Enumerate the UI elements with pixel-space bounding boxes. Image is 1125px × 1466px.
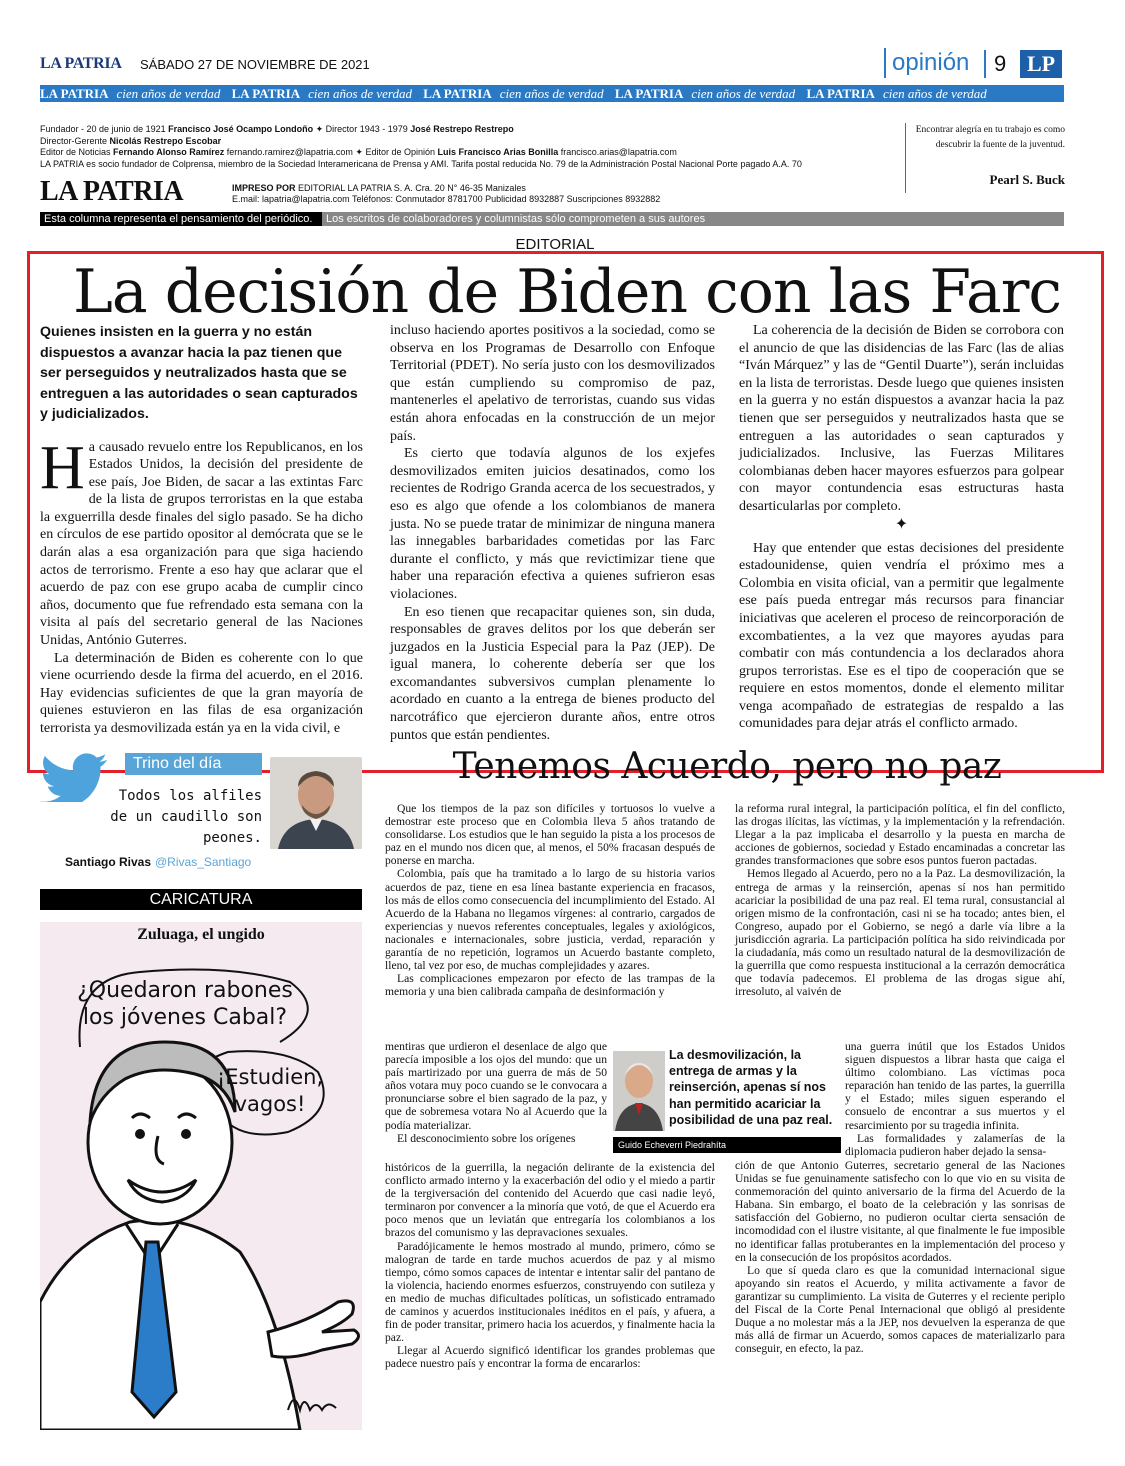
- strip-slogan: cien años de verdad: [882, 86, 987, 101]
- opinion-column-2-wrap: [845, 1040, 1065, 1158]
- editorial-lead: Quienes insisten en la guerra y no están dispuestos a avanzar hacia la paz tienen que ser perseguidos y neutralizados hasta que se entreguen a las autoridades o sean capturados y judicializados.: [40, 324, 358, 422]
- lp-logo: LP: [1020, 50, 1062, 78]
- masthead-date: SÁBADO 27 DE NOVIEMBRE DE 2021: [140, 57, 370, 72]
- person-portrait-icon: [613, 1051, 665, 1131]
- strip-slogan: cien años de verdad: [499, 86, 604, 101]
- editorial-column-2: [390, 322, 715, 744]
- opinion-column-1-bottom: [385, 1161, 715, 1371]
- speech-bubble-2: ¡Estudien, vagos!: [216, 1065, 324, 1116]
- opinion-paragraph: históricos de la guerrilla, la negación delirante de la existencia del conflicto armado interno y la exacerbación del odio y el miedo a partir de la tergiversación del contenido del Acuerdo que casi nadie leyó, terminaron por convencer a la minoría que votó, de que el Acuerdo era poco menos que un leviatán que entregaría los colombianos a los brazos del comunismo y las depravaciones sexuales.: [385, 1161, 715, 1240]
- trino-author: Santiago Rivas: [65, 855, 152, 869]
- strip-slogan: cien años de verdad: [308, 86, 412, 101]
- opinion-column-2-bottom: [735, 1159, 1065, 1355]
- speech-bubble-1: ¿Quedaron rabones los jóvenes Cabal?: [77, 978, 293, 1030]
- editorial-column-1: [40, 322, 363, 738]
- credits-line: LA PATRIA es socio fundador de Colprensa, miembro de la Sociedad Interamericana de Prensa y AMI. Tarifa postal reducida No. 79 de la Administración Postal Nacional Porte pagado A.A. 70: [40, 158, 802, 169]
- policy-note-right: Los escritos de colaboradores y columnistas sólo comprometen a sus autores: [322, 212, 1064, 226]
- columnist-name: Guido Echeverri Piedrahíta: [613, 1137, 841, 1153]
- page-number: 9: [984, 50, 1006, 78]
- strip-brand: LA PATRIA: [40, 86, 109, 101]
- director-name: José Restrepo Restrepo: [410, 124, 514, 134]
- editorial-paragraph: En eso tienen que recapacitar quienes son, sin duda, responsables de graves delitos por los que deberán ser juzgados en la Justicia Especial para la Paz (JEP). De igual manera, lo coherente debería ser que los excomandantes subversivos cumplan plenamente lo acordado en cuanto a la entrega de bienes producto del narcotráfico que ejercieron durante años, entre otros puntos que están pendientes.: [390, 604, 715, 743]
- trino-label: Trino del día: [125, 753, 262, 775]
- person-portrait-icon: [270, 757, 362, 849]
- credits-text: francisco.arias@lapatria.com: [558, 147, 677, 157]
- opinion-editor-name: Luis Francisco Arias Bonilla: [437, 147, 559, 157]
- opinion-paragraph: Las complicaciones empezaron por efecto de las trampas de la memoria y una bien calibrada campaña de desinformación y: [385, 972, 715, 999]
- opinion-paragraph: una guerra inútil que los Estados Unidos siguen dispuestos a librar hasta que caiga el último colombiano. Las víctimas poca reparación han tenido de las partes, la guerrilla y el Estado; miles siguen esperando el consuelo de encontrar a sus muertos y el resarcimiento por su tragedia infinita.: [845, 1040, 1065, 1132]
- trino-text: Todos los alfiles de un caudillo son peones.: [110, 788, 262, 846]
- quote-author: Pearl S. Buck: [989, 172, 1065, 187]
- strip-slogan: cien años de verdad: [116, 86, 221, 101]
- credits-text: Director-Gerente: [40, 135, 110, 146]
- opinion-paragraph: Paradójicamente le hemos mostrado al mundo, primero, cómo se malogran de tarde en tarde muchos acuerdos de paz y al mismo tiempo, cómo somos capaces de intentar e intentar salir del pantano de la violencia, haciendo enormes esfuerzos, construyendo con sutileza y en medio de muchas dificultades políticas, un sofisticado entramado de caminos y acuerdos institucionales inéditos en el país, y afuera, a fin de poder transitar, primero hacia los acuerdos, y finalmente hacia la paz.: [385, 1239, 715, 1345]
- opinion-paragraph: ción de que Antonio Guterres, secretario general de las Naciones Unidas se fue genuinamente satisfecho con lo que vio en su visita de conmemoración del quinto aniversario de la firma del Acuerdo de la Habana. Sin embargo, el boato de la celebración y las sonrisas de satisfacción del Gobierno, no pudieron ocultar cierta sensación de incomodidad con el ilustre visitante, al que finalmente le fue imposible no identificar fallas protuberantes en la implementación del proceso y en la consecución de los propósitos acordados.: [735, 1159, 1065, 1264]
- dropcap: H: [40, 433, 85, 502]
- opinion-paragraph: Las formalidades y zalamerías de la diplomacia pudieron haber dejado la sensa-: [845, 1131, 1065, 1158]
- credits-text: Fundador - 20 de junio de 1921: [40, 124, 169, 134]
- section-label: opinión: [884, 48, 969, 78]
- editorial-column-3: [739, 322, 1064, 733]
- editorial-paragraph: Es cierto que todavía algunos de los exjefes desmovilizados emiten juicios desatinados, como los recientes de Rodrigo Granda acerca de los secuestrados, y eso es algo que ofende a los colombianos de manera justa. No se puede tratar de minimizar de ninguna manera las innegables barbaridades cometidas por las Farc durante el conflicto, y más que revictimizar tiene que haber una reparación efectiva a quienes sufrieron esas violaciones.: [390, 446, 715, 602]
- columnist-photo: [613, 1051, 665, 1131]
- opinion-paragraph: Hemos llegado al Acuerdo, pero no a la Paz. La desmovilización, la entrega de armas y la reinserción, apenas sí nos han permitido acariciar la posibilidad de una paz real. El tema rural, consustancial al origen mismo de la confrontación, casi ni se ha tocado; antes bien, el Congreso, aupado por el Gobierno, se negó a darle vía libre a la jurisdicción agraria. La participación política ha sido reivindicada por la ciudadanía, más como un resultado natural de la desmovilización de la guerrilla que como respuesta institucional a la cerrazón democrática que todavía padecemos. El problema de las drogas sigue ahí, irresoluto, al vaivén de: [735, 867, 1065, 999]
- opinion-column-1-top: [385, 802, 715, 998]
- opinion-paragraph: la reforma rural integral, la participación política, el fin del conflicto, las drogas ilícitas, las víctimas, y la implementación y la refrendación. Llegar a la paz implicaba el desarrollo y la puesta en marcha de acciones de gobiernos, sociedad y Estado encaminadas a concretar las grandes transformaciones que sobre esos puntos fueron pactadas.: [735, 802, 1065, 868]
- editorial-paragraph: La coherencia de la decisión de Biden se corrobora con el anuncio de que las disidencias de las Farc (las de alias “Iván Márquez” y las de “Gentil Duarte”), serán incluidas en la lista de terroristas. Desde luego que quienes insisten en la guerra y no están dispuestos a avanzar hacia la paz tienen que ser perseguidos y neutralizados hasta que se entreguen a las autoridades o sean capturados y judicializados. Inclusive, las Fuerzas Militares colombianas deben hacer mayores esfuerzos para golpear con mayor contundencia esas estructuras hasta desarticularlas por completo.: [739, 323, 1064, 514]
- credits-text: Editor de Noticias: [40, 147, 114, 157]
- opinion-paragraph: Colombia, país que ha tramitado a lo largo de su historia varios acuerdos de paz, tiene en esa línea bastante experiencia en fracasos, los más de ellos como consecuencia del incumplimiento del Estado. Al Acuerdo de la Habana no llegamos vírgenes: al contrario, cargados de experiencias y nuevos referentes conceptuales, legales y axiológicos, nacionales e internacionales, sobre justicia, verdad, reparación y garantía de no repetición, logramos un Acuerdo bastante completo, lleno, tal vez por eso, de muchas complejidades y azares.: [385, 867, 715, 973]
- printing-contact: E.mail: lapatria@lapatria.com Teléfonos: Conmutador 8781700 Publicidad 8932887 Suscripciones 8932882: [232, 194, 661, 204]
- tagline-strip: [40, 85, 1064, 102]
- masthead-name: LA PATRIA: [40, 55, 122, 72]
- strip-brand: LA PATRIA: [231, 86, 301, 101]
- strip-brand: LA PATRIA: [423, 86, 492, 101]
- opinion-paragraph: Que los tiempos de la paz son difíciles y tortuosos lo vuelve a demostrar este proceso que en Colombia lleva 5 años tratando de consolidarse. Los estudios que le han seguido la pista a los procesos de paz en el mundo nos dicen que, al menos, el 50% fracasan después de ponerse en marcha.: [385, 802, 715, 868]
- lapatria-logo: LA PATRIA: [40, 176, 184, 207]
- printing-info: [232, 183, 660, 205]
- news-editor-name: Fernando Alonso Ramírez: [113, 147, 225, 157]
- opinion-paragraph: Llegar al Acuerdo significó identificar los grandes problemas que padece nuestro país y encontrar la forma de encararlos:: [385, 1344, 715, 1371]
- pull-quote: La desmovilización, la entrega de armas y la reinserción, apenas sí nos han permitido acariciar la posibilidad de una paz real.: [669, 1048, 833, 1127]
- founder-name: Francisco José Ocampo Londoño: [168, 124, 314, 134]
- opinion-headline: Tenemos Acuerdo, pero no paz: [452, 746, 1002, 787]
- credits-line: [40, 147, 900, 159]
- editorial-paragraph: [40, 433, 363, 650]
- manager-name: Nicolás Restrepo Escobar: [109, 135, 222, 146]
- opinion-paragraph: Lo que sí queda claro es que la comunidad internacional sigue apoyando sin reatos el Acuerdo, y milita activamente a favor de garantizar su cumplimiento. La visita de Guterres y el reciente periplo del Fiscal de la Corte Penal Internacional que obligó al presidente Duque a no molestar más a la JEP, nos devuelven la esperanza de que más allá de firmar un Acuerdo, somos capaces de materializarlo para conseguir, en efecto, la paz.: [735, 1263, 1065, 1356]
- opinion-column-1-wrap: [385, 1040, 607, 1145]
- editorial-label: EDITORIAL: [515, 236, 595, 249]
- separator-diamond: ✦: [894, 515, 909, 533]
- quote-text: Encontrar alegría en tu trabajo es como descubrir la fuente de la juventud.: [905, 123, 1065, 193]
- credits-text: ✦ Director 1943 - 1979: [313, 124, 411, 134]
- credits-line: [40, 136, 900, 148]
- strip-slogan: cien años de verdad: [691, 86, 796, 101]
- strip-brand: LA PATRIA: [614, 86, 684, 101]
- policy-note-left: Esta columna representa el pensamiento del periódico.: [40, 212, 322, 226]
- opinion-column-2-top: [735, 802, 1065, 998]
- credits-block: [40, 124, 900, 170]
- editorial-headline: La decisión de Biden con las Farc: [73, 257, 1061, 327]
- opinion-paragraph: El desconocimiento sobre los orígenes: [397, 1131, 576, 1145]
- trino-handle[interactable]: @Rivas_Santiago: [155, 855, 252, 869]
- editorial-paragraph: La determinación de Biden es coherente con lo que viene ocurriendo desde la firma del acuerdo, en el 2016. Hay evidencias suficientes de que la gran mayoría de quienes estuvieron en las filas de esa organización terrorista ya desmovilizada están ya en la vida civil, e: [40, 650, 363, 736]
- printing-label: IMPRESO POR: [232, 183, 296, 193]
- credits-text: fernando.ramirez@lapatria.com ✦ Editor de Opinión: [224, 147, 438, 157]
- editorial-paragraph: incluso haciendo aportes positivos a la sociedad, como se observa en los Programas de Desarrollo con Enfoque Territorial (PDET). No sería justo con los desmovilizados que están cumpliendo su compromiso de paz, mantenerles el apelativo de terroristas, cuando sus vidas están ahora enfocadas en la construcción de un mejor país.: [390, 323, 715, 444]
- caricatura-label: CARICATURA: [40, 889, 362, 910]
- credits-line: [40, 124, 900, 136]
- author-photo: [270, 757, 362, 849]
- editorial-paragraph: Hay que entender que estas decisiones del presidente estadounidense, quien vendría el próximo mes a Colombia en visita oficial, van a permitir que legalmente ese país pueda entregar más recursos para financiar iniciativas que aceleren el proceso de reincorporación de excombatientes, a la vez que mayores ayudas para combatir con más contundencia a los declarados ahora grupos terroristas. Ese es el tipo de cooperación que se requiere en estos momentos, donde el elemento militar venga acompañado de estrategias de respaldo a las comunidades para dejar atrás el conflicto armado.: [739, 540, 1064, 732]
- paragraph-text: a causado revuelo entre los Republicanos, en los Estados Unidos, la decisión del presidente de ese país, Joe Biden, de sacar a las extintas Farc de la lista de grupos terroristas en la que estaba la exguerrilla desde finales del siglo pasado. Se ha dicho en círculos de ese partido opositor al demócrata que se le darán alas a esa organización para que siga haciendo actos de terrorismo. Frente a eso hay que aclarar que el acuerdo de paz con ese grupo acaba de cumplir cinco años, documento que fue refrendado esta semana con la visita al país del secretario general de las Naciones Unidas, António Guterres.: [40, 439, 363, 649]
- twitter-bird-icon: [40, 752, 112, 802]
- opinion-paragraph: mentiras que urdieron el desenlace de algo que parecía imposible a los ojos del mundo: que un país martirizado por una guerra de más de 50 años votara muy poco cuando se le convocara a pronunciarse sobre el bien sagrado de la paz, y que de sobremesa votara No al Acuerdo que la podía materializar.: [385, 1040, 607, 1132]
- strip-brand: LA PATRIA: [806, 86, 875, 101]
- printing-address: EDITORIAL LA PATRIA S. A. Cra. 20 N° 46-35 Manizales: [295, 183, 526, 193]
- caricature-title: Zuluaga, el ungido: [137, 926, 265, 943]
